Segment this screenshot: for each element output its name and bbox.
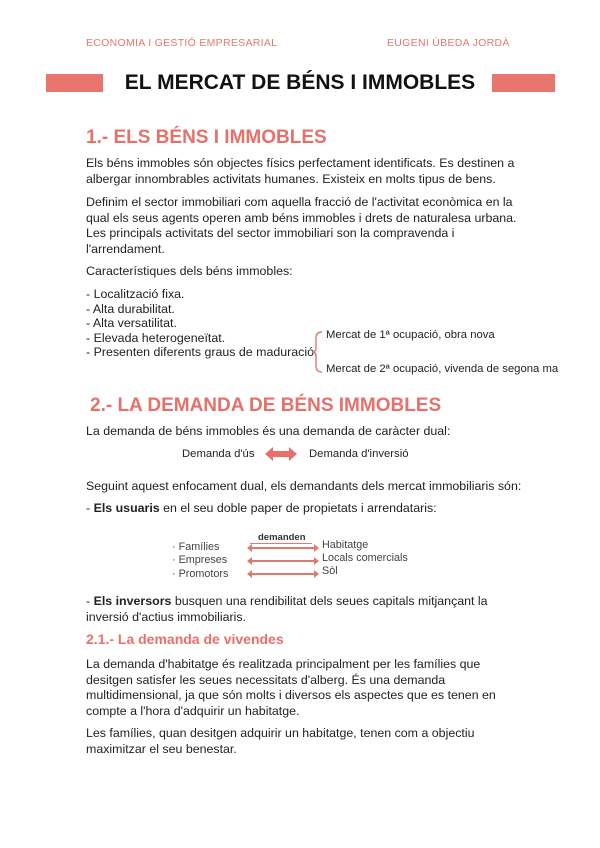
maturation-second: Mercat de 2ª ocupació, vivenda de segona ma	[326, 363, 559, 375]
text-line: Definim el sector immobiliari com aquella fracció de l'activitat econòmica en la	[86, 195, 513, 209]
list-item: - Alta versatilitat.	[86, 316, 177, 330]
section21-paragraph1	[86, 657, 496, 719]
text-line: Les famílies, quan desitgen adquirir un habitatge, tenen com a objectiu	[86, 726, 475, 740]
users-bold: Els usuaris	[93, 501, 160, 515]
header-subject: ECONOMIA I GESTIÓ EMPRESARIAL	[86, 37, 278, 49]
list-item: - Presenten diferents graus de maduració.	[86, 345, 318, 359]
brace-icon	[311, 330, 325, 374]
list-item: - Alta durabilitat.	[86, 301, 175, 316]
section1-paragraph1	[86, 156, 514, 187]
diagram-what: Locals comercials	[322, 552, 408, 564]
list-dash: -	[86, 594, 94, 608]
demand-diagram	[172, 530, 422, 582]
text-line: albergar innombrables activitats humanes. Existeix en molts tipus de bens.	[86, 171, 496, 186]
page-title: EL MERCAT DE BÉNS I IMMOBLES	[124, 71, 476, 94]
list-item: - Elevada heterogeneïtat.	[86, 330, 226, 345]
section2-approach: Seguint aquest enfocament dual, els demandants dels mercat immobiliaris són:	[86, 479, 522, 493]
diagram-what: Sòl	[322, 565, 338, 577]
text-line: l'arrendament.	[86, 241, 165, 256]
text-line: multidimensional, ja que són molts i diversos els aspectes que es tenen en	[86, 688, 496, 702]
text-line: Els béns immobles són objectes físics perfectament identificats. Es destinen a	[86, 156, 515, 170]
section1-paragraph2	[86, 195, 517, 257]
investors-text: busquen una rendibilitat dels seues capitals mitjançant la	[171, 594, 488, 608]
diagram-arrow	[252, 573, 314, 575]
characteristics-list	[86, 287, 317, 360]
text-line: desitgen satisfer les seues necessitats d'alberg. És una demanda	[86, 672, 446, 687]
investors-paragraph	[86, 594, 488, 625]
diagram-arrow	[252, 560, 314, 562]
diagram-verb: demanden	[258, 532, 306, 543]
characteristics-title: Característiques dels béns immobles:	[86, 264, 293, 278]
text-line	[86, 594, 488, 610]
text-line: La demanda d'habitatge és realitzada principalment per les famílies que	[86, 657, 481, 671]
text-line: compte a l'hora d'adquirir un habitatge.	[86, 703, 300, 718]
text-line: maximitzar el seu benestar.	[86, 741, 237, 756]
users-text: en el seu doble paper de propietats i arrendataris:	[159, 501, 437, 515]
list-item: - Localització fixa.	[86, 287, 185, 301]
diagram-who: · Empreses	[172, 554, 228, 566]
users-line	[86, 501, 437, 517]
investors-bold: Els inversors	[93, 594, 172, 608]
double-arrow-icon	[264, 446, 298, 462]
diagram-arrow	[252, 547, 314, 549]
text-line: qual els seus agents operen amb béns immobles i drets de naturalesa urbana.	[86, 210, 517, 225]
header-author: EUGENI ÚBEDA JORDÀ	[387, 37, 510, 49]
section21-heading: 2.1.- La demanda de vivendes	[86, 631, 284, 647]
list-dash: -	[86, 501, 94, 515]
diagram-what: Habitatge	[322, 539, 369, 551]
section2-intro: La demanda de béns immobles és una demanda de caràcter dual:	[86, 424, 451, 438]
diagram-who: · Promotors	[172, 568, 229, 580]
dual-use-label: Demanda d'ús	[182, 448, 255, 460]
diagram-underline	[250, 543, 312, 544]
section1-heading: 1.- ELS BÉNS I IMMOBLES	[86, 127, 327, 148]
diagram-who: · Famílies	[172, 541, 220, 553]
section21-paragraph2	[86, 726, 475, 757]
text-line: Les principals activitats del sector immobiliari son la compravenda i	[86, 226, 455, 240]
maturation-first: Mercat de 1ª ocupació, obra nova	[326, 329, 495, 341]
section2-heading: 2.- LA DEMANDA DE BÉNS IMMOBLES	[90, 395, 442, 416]
dual-investment-label: Demanda d'inversió	[309, 448, 409, 460]
text-line: inversió d'actius immobiliaris.	[86, 609, 247, 624]
